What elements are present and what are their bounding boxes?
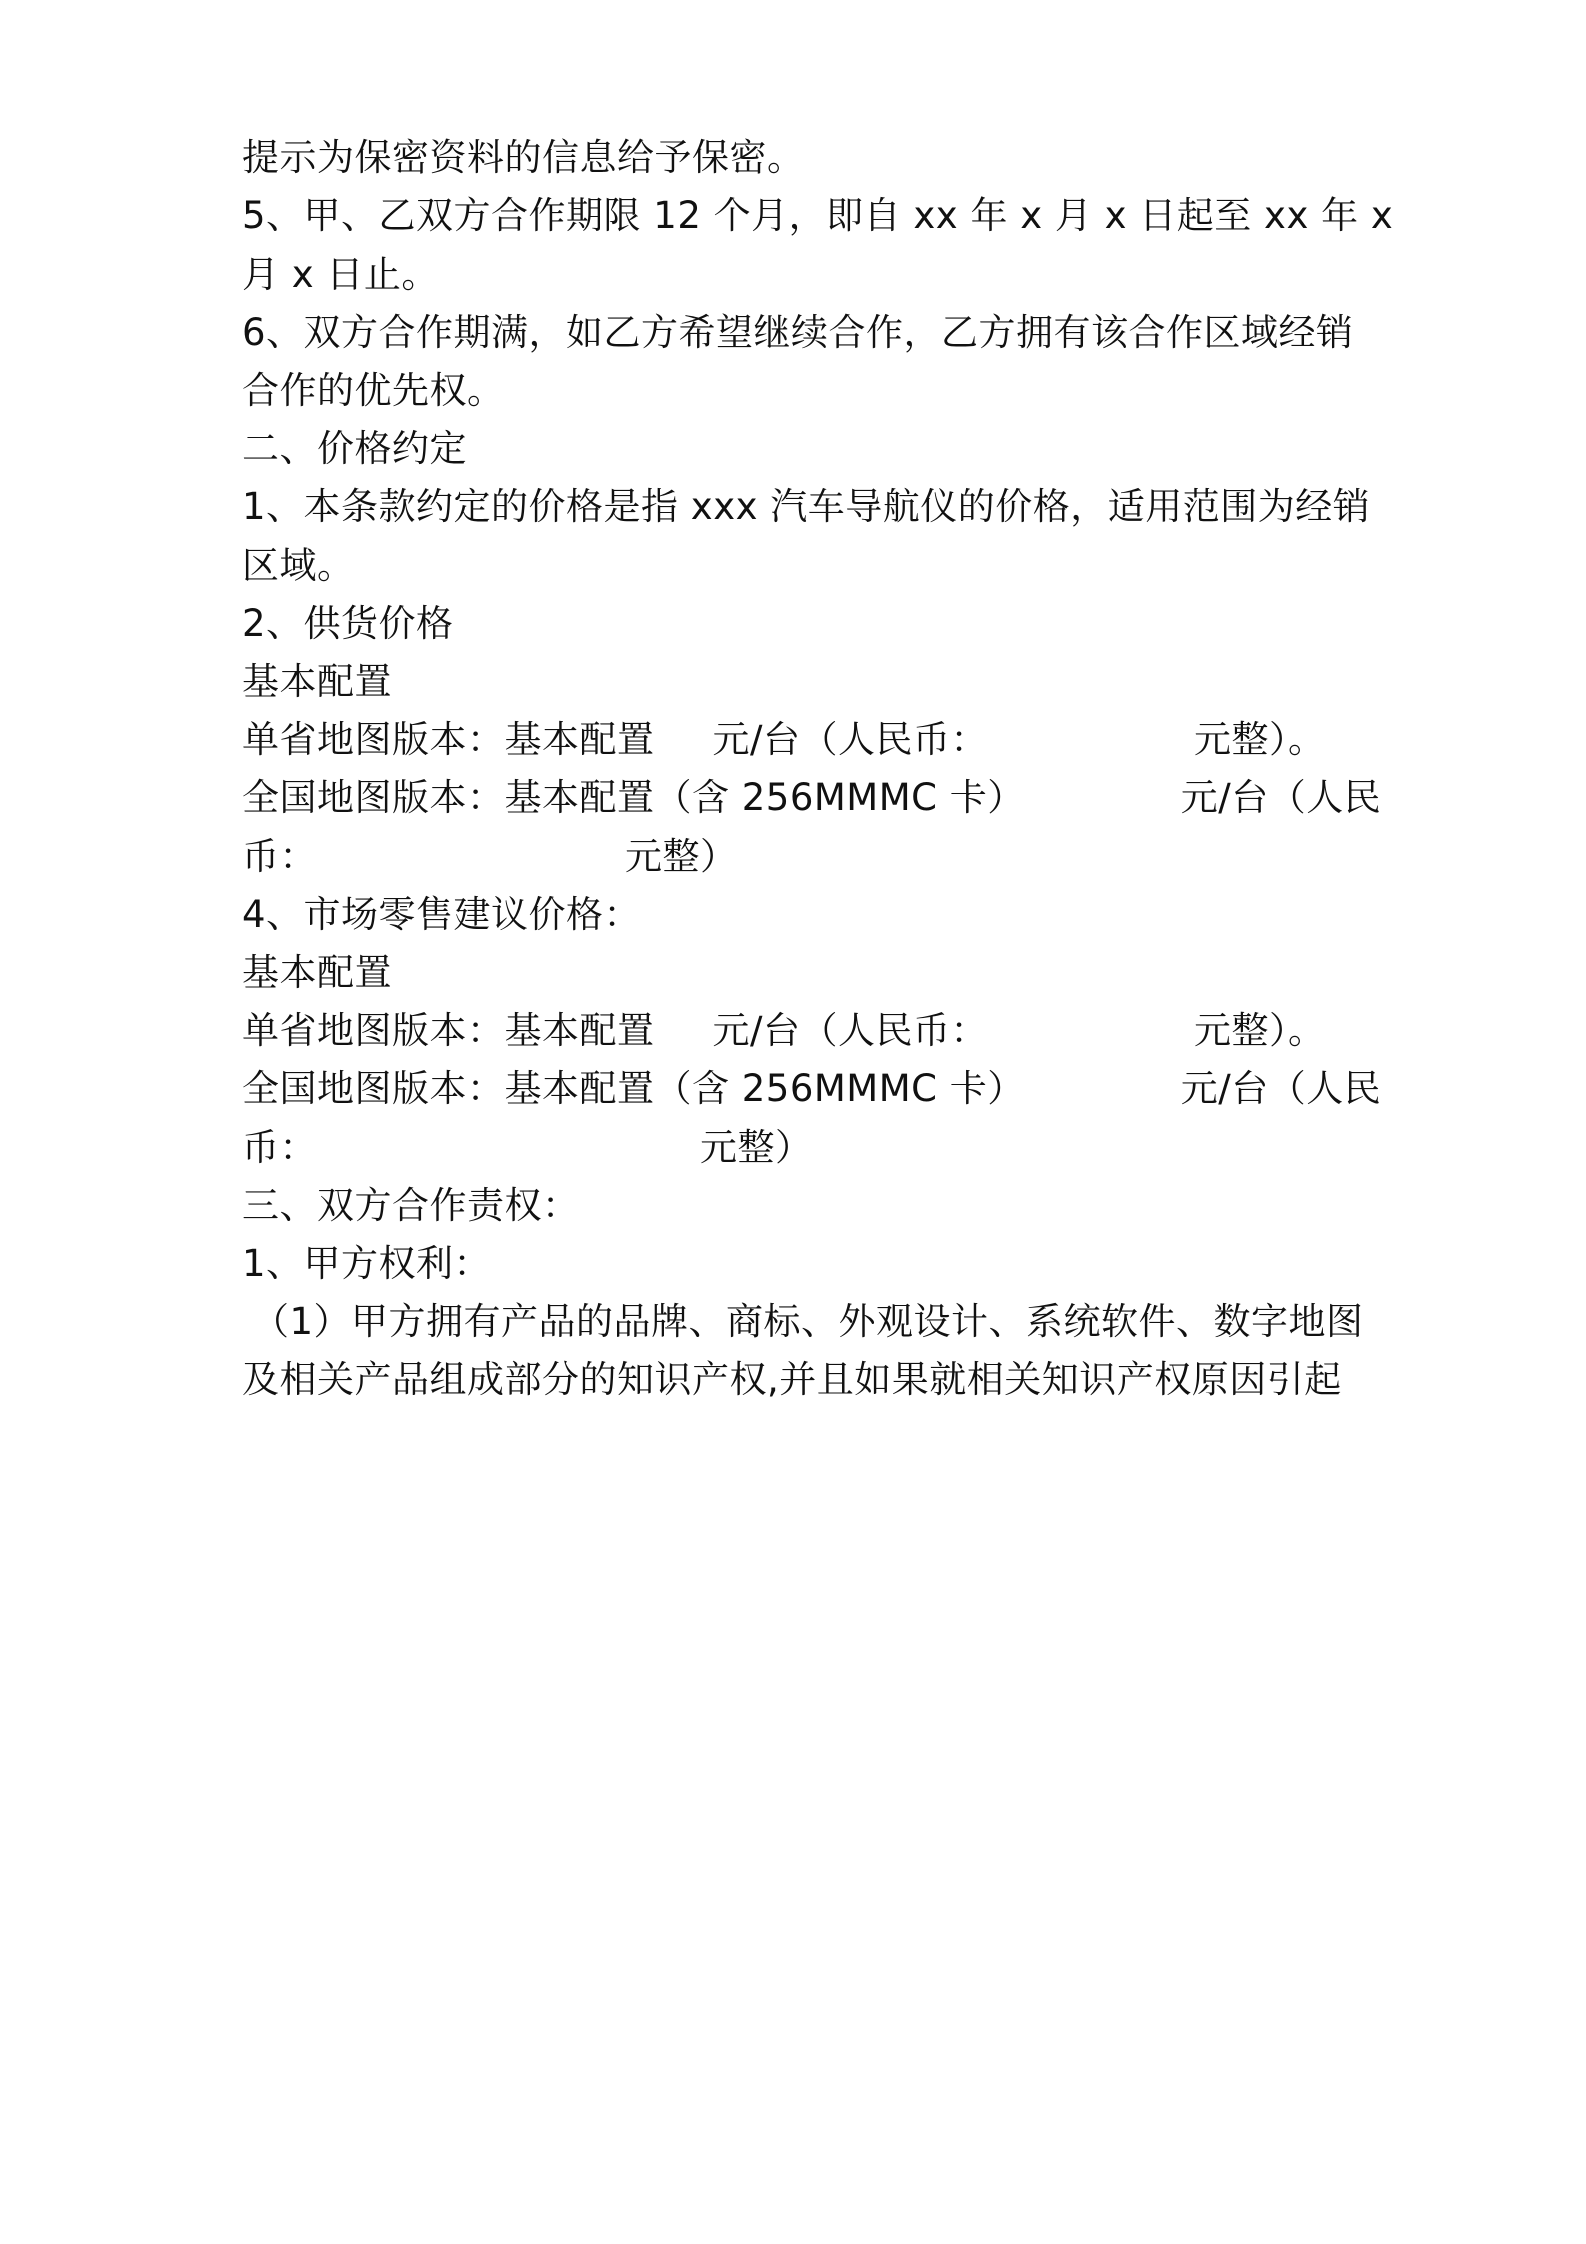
price-label: 全国地图版本：基本配置（含 256MMMC 卡） bbox=[242, 1067, 1025, 1110]
subsection-heading: 基本配置 bbox=[242, 951, 392, 994]
paragraph-line: 区域。 bbox=[242, 544, 355, 587]
price-label: 币： bbox=[242, 1126, 317, 1169]
price-suffix: 元整）。 bbox=[1193, 718, 1326, 761]
section-heading: 三、双方合作责权： bbox=[242, 1184, 580, 1227]
paragraph-line: 及相关产品组成部分的知识产权,并且如果就相关知识产权原因引起 bbox=[242, 1358, 1342, 1401]
price-unit: 元/台（人民币： bbox=[712, 718, 988, 761]
price-line bbox=[242, 1123, 813, 1173]
paragraph-line: 提示为保密资料的信息给予保密。 bbox=[242, 136, 805, 179]
price-line bbox=[242, 715, 1325, 765]
price-line bbox=[242, 832, 738, 882]
price-label: 币： bbox=[242, 835, 317, 878]
paragraph-line: 6、双方合作期满，如乙方希望继续合作，乙方拥有该合作区域经销 bbox=[242, 311, 1354, 354]
section-heading: 二、价格约定 bbox=[242, 427, 467, 470]
price-line bbox=[242, 1064, 1381, 1114]
price-suffix: 元整） bbox=[700, 1126, 813, 1169]
price-unit: 元/台（人民币： bbox=[712, 1009, 988, 1052]
paragraph-line: （1）甲方拥有产品的品牌、商标、外观设计、系统软件、数字地图 bbox=[252, 1300, 1364, 1343]
price-suffix: 元整） bbox=[625, 835, 738, 878]
price-label: 单省地图版本：基本配置 bbox=[242, 718, 655, 761]
paragraph-line: 5、甲、乙双方合作期限 12 个月，即自 xx 年 x 月 x 日起至 xx 年 x bbox=[242, 194, 1394, 237]
paragraph-line: 月 x 日止。 bbox=[242, 253, 439, 296]
price-line bbox=[242, 1006, 1325, 1056]
price-label: 全国地图版本：基本配置（含 256MMMC 卡） bbox=[242, 776, 1025, 819]
subsection-heading: 4、市场零售建议价格： bbox=[242, 893, 642, 936]
price-suffix: 元整）。 bbox=[1193, 1009, 1326, 1052]
subsection-heading: 2、供货价格 bbox=[242, 602, 454, 645]
price-unit: 元/台（人民 bbox=[1180, 1067, 1382, 1110]
price-label: 单省地图版本：基本配置 bbox=[242, 1009, 655, 1052]
price-line bbox=[242, 773, 1381, 823]
paragraph-line: 合作的优先权。 bbox=[242, 369, 505, 412]
price-unit: 元/台（人民 bbox=[1180, 776, 1382, 819]
subsection-heading: 基本配置 bbox=[242, 660, 392, 703]
paragraph-line: 1、本条款约定的价格是指 xxx 汽车导航仪的价格，适用范围为经销 bbox=[242, 485, 1371, 528]
subsection-heading: 1、甲方权利： bbox=[242, 1242, 492, 1285]
